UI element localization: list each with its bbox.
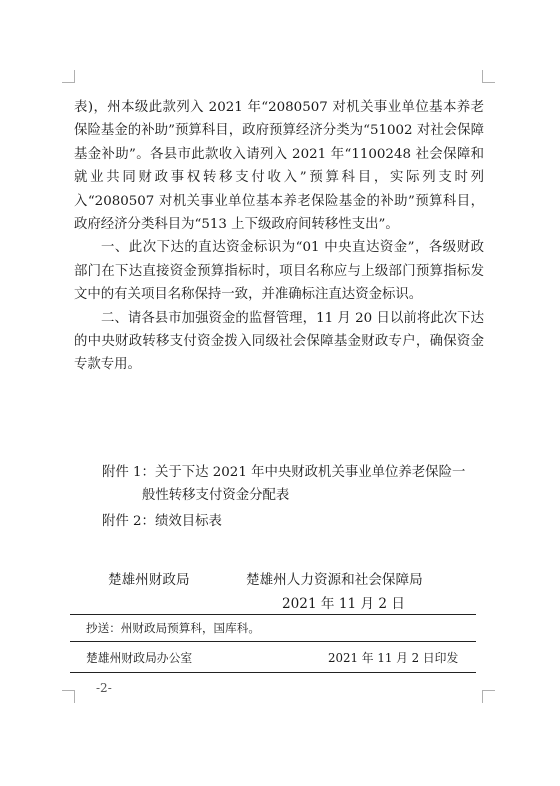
footer-divider-middle <box>70 641 476 642</box>
page-number: -2- <box>96 681 112 695</box>
attachment-1-line-1: 附件 1：关于下达 2021 年中央财政机关事业单位养老保险一 <box>102 465 466 480</box>
attachment-2: 附件 2：绩效目标表 <box>102 514 222 529</box>
page-corner-mark-top-left <box>62 70 75 83</box>
signature-date: 2021 年 11 月 2 日 <box>282 596 405 612</box>
attachment-1-line-2: 般性转移支付资金分配表 <box>142 488 290 503</box>
issue-date: 2021 年 11 月 2 日印发 <box>328 651 459 665</box>
page-corner-mark-top-right <box>482 70 495 83</box>
signatory-finance-bureau: 楚雄州财政局 <box>108 572 190 588</box>
paragraph-budget-accounts: 表)，州本级此款列入 2021 年“2080507 对机关事业单位基本养老保险基金的补助”预算科目，政府预算经济分类为“51002 对社会保障基金补助”。各县市此款收入请列入 2021 年“1100248 社会保障和就业共同财政事权转移支付收入”预算科目，实际列支时列入“2080507 对机关事业单位基本养老保险基金的补助”预算科目，政府经济分类科目为“513 上下级政府间转移性支出”。 <box>74 100 484 233</box>
footer-divider-bottom <box>70 672 476 673</box>
cc-line: 抄送：州财政局预算科，国库科。 <box>86 621 260 635</box>
page-corner-mark-bottom-left <box>62 690 75 703</box>
paragraph-supervision: 二、请各县市加强资金的监督管理，11 月 20 日以前将此次下达的中央财政转移支付资金拨入同级社会保障基金财政专户，确保资金专款专用。 <box>74 310 484 373</box>
page-corner-mark-bottom-right <box>482 690 495 703</box>
signatory-hr-social-security-bureau: 楚雄州人力资源和社会保障局 <box>246 572 423 588</box>
paragraph-direct-fund-label: 一、此次下达的直达资金标识为“01 中央直达资金”，各级财政部门在下达直接资金预算指标时，项目名称应与上级部门预算指标发文中的有关项目名称保持一致，并准确标注直达资金标识。 <box>74 240 484 303</box>
body-text <box>74 96 484 377</box>
footer-divider-top <box>70 614 476 615</box>
issuing-office: 楚雄州财政局办公室 <box>86 651 193 665</box>
